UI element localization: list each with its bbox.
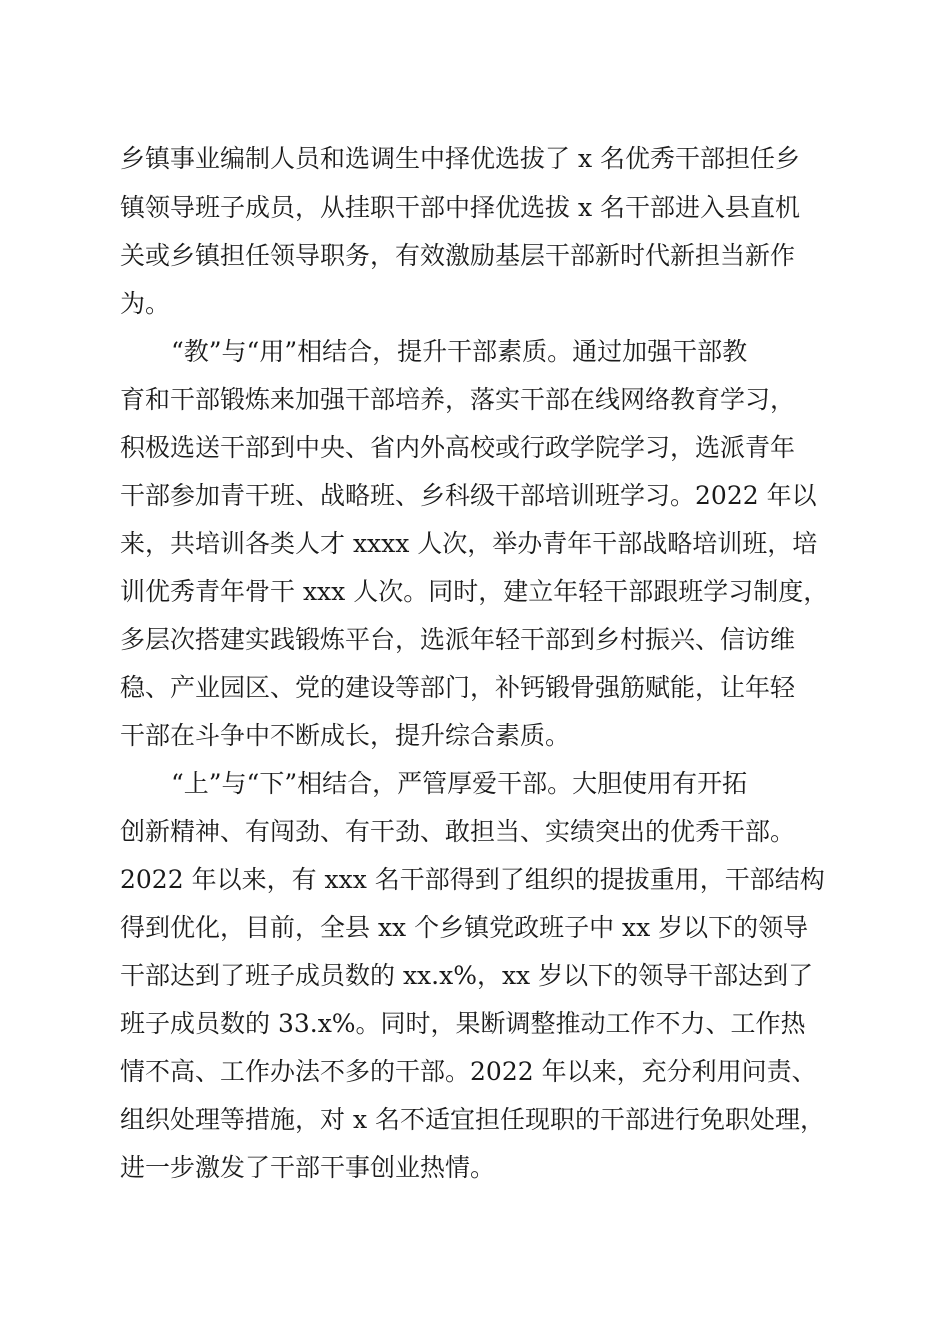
text-line: 得到优化，目前，全县 xx 个乡镇党政班子中 xx 岁以下的领导 bbox=[120, 913, 809, 942]
text-line: 多层次搭建实践锻炼平台，选派年轻干部到乡村振兴、信访维 bbox=[120, 625, 796, 654]
text-line: 2022 年以来，有 xxx 名干部得到了组织的提拔重用，干部结构 bbox=[120, 865, 825, 894]
text-line: 干部参加青干班、战略班、乡科级干部培训班学习。2022 年以 bbox=[120, 481, 817, 510]
text-line: 情不高、工作办法不多的干部。2022 年以来，充分利用问责、 bbox=[120, 1057, 817, 1086]
text-line: 稳、产业园区、党的建设等部门，补钙锻骨强筋赋能，让年轻 bbox=[120, 673, 796, 702]
text-line: 来，共培训各类人才 xxxx 人次，举办青年干部战略培训班，培 bbox=[120, 529, 818, 558]
text-line: 进一步激发了干部干事创业热情。 bbox=[120, 1153, 496, 1182]
text-line: 为。 bbox=[120, 289, 171, 318]
text-line: 班子成员数的 33.x%。同时，果断调整推动工作不力、工作热 bbox=[120, 1009, 806, 1038]
text-line: 组织处理等措施，对 x 名不适宜担任现职的干部进行免职处理， bbox=[120, 1105, 825, 1134]
text-line: 关或乡镇担任领导职务，有效激励基层干部新时代新担当新作 bbox=[120, 241, 796, 270]
text-line: 干部达到了班子成员数的 xx.x%，xx 岁以下的领导干部达到了 bbox=[120, 961, 814, 990]
text-line: 创新精神、有闯劲、有干劲、敢担当、实绩突出的优秀干部。 bbox=[120, 817, 796, 846]
text-line: 训优秀青年骨干 xxx 人次。同时，建立年轻干部跟班学习制度， bbox=[120, 577, 829, 606]
text-line: 干部在斗争中不断成长，提升综合素质。 bbox=[120, 721, 571, 750]
text-line: 镇领导班子成员，从挂职干部中择优选拔 x 名干部进入县直机 bbox=[120, 193, 800, 222]
paragraph-heading-line: “上”与“下”相结合，严管厚爱干部。大胆使用有开拓 bbox=[171, 769, 748, 798]
text-line: 积极选送干部到中央、省内外高校或行政学院学习，选派青年 bbox=[120, 433, 796, 462]
paragraph-heading-line: “教”与“用”相结合，提升干部素质。通过加强干部教 bbox=[171, 337, 748, 366]
text-line: 乡镇事业编制人员和选调生中择优选拔了 x 名优秀干部担任乡 bbox=[120, 144, 800, 173]
text-line: 育和干部锻炼来加强干部培养，落实干部在线网络教育学习， bbox=[120, 385, 796, 414]
